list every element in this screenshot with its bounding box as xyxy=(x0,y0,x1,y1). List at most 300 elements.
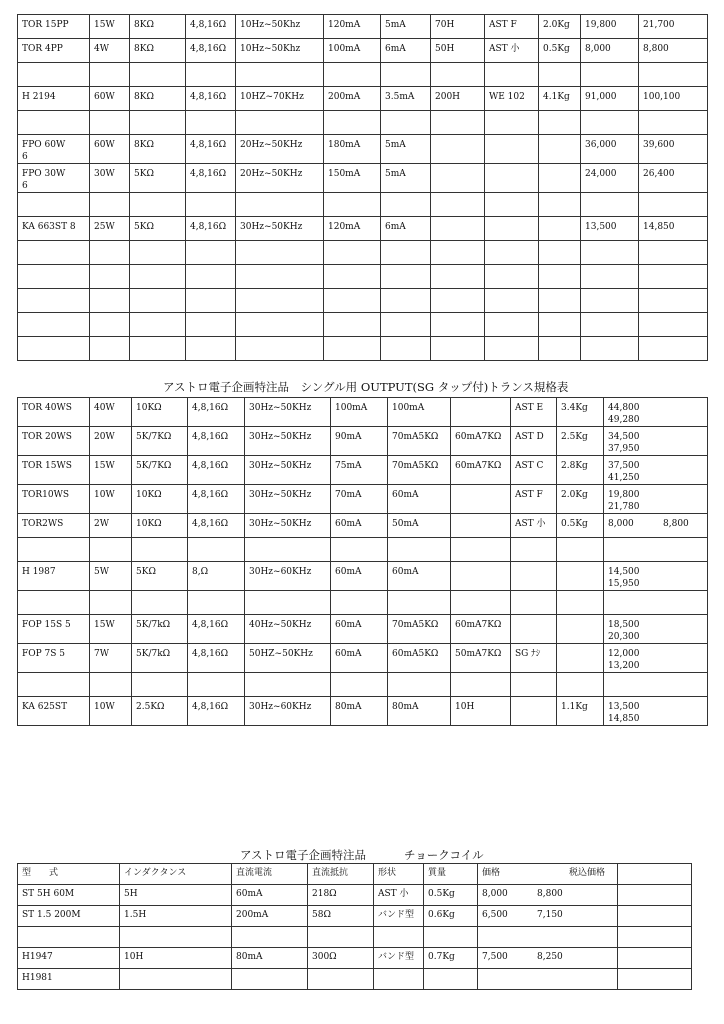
table-row xyxy=(18,697,708,726)
frequency-response-cell: 20Hz~50KHz xyxy=(236,135,324,164)
frequency-response-cell: 30Hz~60KHz xyxy=(245,562,331,591)
sg-tap-current-cell: 70mA5KΩ xyxy=(388,615,451,644)
table-row xyxy=(18,111,708,135)
weight-cell xyxy=(539,63,581,87)
model-cell: KA 663ST 8 xyxy=(18,217,90,241)
model-cell: ST 1.5 200M xyxy=(18,906,120,927)
weight-cell xyxy=(539,265,581,289)
frequency-response-cell: 30Hz~50KHz xyxy=(245,398,331,427)
secondary-impedance-cell xyxy=(186,63,236,87)
price-cell: 34,500 37,950 xyxy=(604,427,708,456)
weight-cell: 0.5Kg xyxy=(557,514,604,538)
primary-current-cell: 150mA xyxy=(324,164,381,193)
header-price xyxy=(478,864,618,885)
frequency-response-cell: 10Hz~50Khz xyxy=(236,15,324,39)
choke-coil-title-maker: アストロ電子企画特注品 xyxy=(240,848,367,862)
model-cell: H 1987 xyxy=(18,562,90,591)
table-row xyxy=(18,398,708,427)
secondary-impedance-cell: 4,8,16Ω xyxy=(188,456,245,485)
core-cell xyxy=(485,164,539,193)
tax-included-price-cell xyxy=(639,241,708,265)
single-output-transformer-table xyxy=(17,397,708,726)
price-cell xyxy=(604,591,708,615)
price-cell xyxy=(478,927,618,948)
table-row xyxy=(18,562,708,591)
primary-impedance-cell: 5KΩ xyxy=(132,562,188,591)
mass-cell: 0.6Kg xyxy=(424,906,478,927)
sg-tap-current-alt-cell xyxy=(451,562,511,591)
table-row xyxy=(18,63,708,87)
model-cell: TOR 40WS xyxy=(18,398,90,427)
sg-tap-current-alt-cell: 50mA7KΩ xyxy=(451,644,511,673)
power-cell: 15W xyxy=(90,615,132,644)
model-cell xyxy=(18,63,90,87)
frequency-response-cell xyxy=(236,63,324,87)
model-cell: ST 5H 60M xyxy=(18,885,120,906)
weight-cell xyxy=(539,193,581,217)
price-cell: 19,800 21,780 xyxy=(604,485,708,514)
secondary-current-cell xyxy=(381,265,431,289)
model-cell: TOR 15WS xyxy=(18,456,90,485)
core-cell: AST F xyxy=(511,485,557,514)
model-cell: FOP 7S 5 xyxy=(18,644,90,673)
choke-coil-title xyxy=(240,847,484,863)
dc-current-cell: 60mA xyxy=(232,885,308,906)
tax-included-price-cell xyxy=(639,313,708,337)
table-row xyxy=(18,217,708,241)
primary-current-cell xyxy=(324,111,381,135)
table-row xyxy=(18,906,692,927)
power-cell xyxy=(90,111,130,135)
table-row xyxy=(18,164,708,193)
inductance-cell: 70H xyxy=(431,15,485,39)
model-cell: TOR 4PP xyxy=(18,39,90,63)
secondary-impedance-cell xyxy=(186,111,236,135)
model-cell xyxy=(18,337,90,361)
table-row xyxy=(18,591,708,615)
shape-cell: バンド型 xyxy=(374,906,424,927)
primary-current-cell xyxy=(324,313,381,337)
weight-cell: 2.0Kg xyxy=(557,485,604,514)
primary-current-cell: 90mA xyxy=(331,427,388,456)
table-row xyxy=(18,538,708,562)
frequency-response-cell: 30Hz~50KHz xyxy=(245,427,331,456)
price-cell: 36,000 xyxy=(581,135,639,164)
power-cell xyxy=(90,337,130,361)
secondary-current-cell xyxy=(381,111,431,135)
primary-current-cell: 180mA xyxy=(324,135,381,164)
frequency-response-cell: 30Hz~50KHz xyxy=(245,485,331,514)
sg-tap-current-cell: 70mA5KΩ xyxy=(388,456,451,485)
power-cell: 60W xyxy=(90,135,130,164)
price-cell: 18,500 20,300 xyxy=(604,615,708,644)
secondary-current-cell: 5mA xyxy=(381,164,431,193)
table-row xyxy=(18,644,708,673)
blank-cell xyxy=(618,948,692,969)
primary-impedance-cell xyxy=(130,63,186,87)
price-cell: 19,800 xyxy=(581,15,639,39)
core-cell xyxy=(485,289,539,313)
table-row xyxy=(18,337,708,361)
primary-impedance-cell: 5KΩ xyxy=(130,217,186,241)
core-cell xyxy=(511,562,557,591)
model-cell: TOR10WS xyxy=(18,485,90,514)
secondary-current-cell: 6mA xyxy=(381,39,431,63)
price-cell: 14,500 15,950 xyxy=(604,562,708,591)
model-cell xyxy=(18,193,90,217)
table-row xyxy=(18,87,708,111)
inductance-cell xyxy=(431,313,485,337)
table-row xyxy=(18,485,708,514)
blank-cell xyxy=(618,927,692,948)
secondary-impedance-cell: 4,8,16Ω xyxy=(186,135,236,164)
shape-cell: AST 小 xyxy=(374,885,424,906)
table-row xyxy=(18,456,708,485)
weight-cell xyxy=(557,673,604,697)
tax-included-price-value: 8,250 xyxy=(537,952,563,962)
secondary-impedance-cell: 4,8,16Ω xyxy=(188,615,245,644)
secondary-impedance-cell xyxy=(186,289,236,313)
power-cell: 60W xyxy=(90,87,130,111)
frequency-response-cell: 30Hz~50KHz xyxy=(245,456,331,485)
model-cell: H1947 xyxy=(18,948,120,969)
primary-impedance-cell: 10KΩ xyxy=(132,514,188,538)
frequency-response-cell: 30Hz~50KHz xyxy=(236,217,324,241)
core-cell xyxy=(485,241,539,265)
sg-tap-current-cell: 80mA xyxy=(388,697,451,726)
frequency-response-cell xyxy=(236,241,324,265)
sg-tap-current-alt-cell: 60mA7KΩ xyxy=(451,615,511,644)
model-cell xyxy=(18,313,90,337)
primary-current-cell: 70mA xyxy=(331,485,388,514)
power-cell xyxy=(90,313,130,337)
table-row xyxy=(18,265,708,289)
table-row xyxy=(18,969,692,990)
primary-current-cell: 80mA xyxy=(331,697,388,726)
table-row xyxy=(18,241,708,265)
primary-impedance-cell xyxy=(132,538,188,562)
primary-impedance-cell xyxy=(132,591,188,615)
primary-impedance-cell xyxy=(130,265,186,289)
core-cell: AST C xyxy=(511,456,557,485)
frequency-response-cell: 20Hz~50KHz xyxy=(236,164,324,193)
blank-cell xyxy=(618,885,692,906)
primary-current-cell xyxy=(324,289,381,313)
sg-tap-current-alt-cell xyxy=(451,398,511,427)
tax-included-price-value: 8,800 xyxy=(537,889,563,899)
power-cell: 4W xyxy=(90,39,130,63)
dc-resistance-cell xyxy=(308,927,374,948)
secondary-impedance-cell xyxy=(186,241,236,265)
price-cell xyxy=(581,265,639,289)
weight-cell xyxy=(539,313,581,337)
weight-cell xyxy=(539,289,581,313)
secondary-current-cell xyxy=(381,289,431,313)
secondary-current-cell xyxy=(381,241,431,265)
price-cell: 37,500 41,250 xyxy=(604,456,708,485)
inductance-cell xyxy=(431,193,485,217)
weight-cell xyxy=(557,538,604,562)
frequency-response-cell xyxy=(245,673,331,697)
frequency-response-cell xyxy=(236,193,324,217)
core-cell xyxy=(511,673,557,697)
core-cell xyxy=(511,538,557,562)
sg-tap-current-cell: 70mA5KΩ xyxy=(388,427,451,456)
inductance-cell xyxy=(431,289,485,313)
secondary-impedance-cell: 4,8,16Ω xyxy=(186,39,236,63)
choke-header-row xyxy=(18,864,692,885)
header-price-label: 価格 xyxy=(482,868,501,878)
primary-impedance-cell xyxy=(130,241,186,265)
power-cell: 7W xyxy=(90,644,132,673)
inductance-cell xyxy=(120,969,232,990)
primary-impedance-cell xyxy=(130,337,186,361)
weight-cell: 2.8Kg xyxy=(557,456,604,485)
model-cell xyxy=(18,591,90,615)
tax-included-price-cell xyxy=(639,63,708,87)
sg-tap-current-alt-cell xyxy=(451,673,511,697)
weight-cell xyxy=(539,164,581,193)
model-cell: H1981 xyxy=(18,969,120,990)
inductance-cell xyxy=(431,265,485,289)
primary-current-cell: 100mA xyxy=(324,39,381,63)
power-cell: 25W xyxy=(90,217,130,241)
primary-current-cell: 60mA xyxy=(331,615,388,644)
price-value: 8,000 xyxy=(482,889,508,899)
tax-included-price-cell xyxy=(639,111,708,135)
primary-current-cell: 60mA xyxy=(331,644,388,673)
dc-current-cell xyxy=(232,969,308,990)
sg-tap-current-cell: 60mA xyxy=(388,562,451,591)
primary-current-cell xyxy=(331,591,388,615)
mass-cell xyxy=(424,969,478,990)
frequency-response-cell: 10Hz~50Khz xyxy=(236,39,324,63)
model-cell: FPO 30W 6 xyxy=(18,164,90,193)
blank-cell xyxy=(618,969,692,990)
core-cell: AST F xyxy=(485,15,539,39)
model-cell: TOR 20WS xyxy=(18,427,90,456)
frequency-response-cell xyxy=(236,265,324,289)
weight-cell: 1.1Kg xyxy=(557,697,604,726)
table-row xyxy=(18,615,708,644)
power-cell xyxy=(90,241,130,265)
sg-tap-current-alt-cell xyxy=(451,538,511,562)
sg-tap-current-cell: 60mA xyxy=(388,485,451,514)
model-cell: TOR 15PP xyxy=(18,15,90,39)
inductance-cell xyxy=(431,337,485,361)
choke-coil-title-product: チョークコイル xyxy=(404,848,484,862)
price-cell xyxy=(604,673,708,697)
table-row xyxy=(18,289,708,313)
inductance-cell xyxy=(120,927,232,948)
frequency-response-cell xyxy=(236,337,324,361)
tax-included-price-cell: 8,800 xyxy=(639,39,708,63)
inductance-cell: 10H xyxy=(120,948,232,969)
core-cell: AST E xyxy=(511,398,557,427)
tax-included-price-cell: 26,400 xyxy=(639,164,708,193)
single-output-transformer-title: アストロ電子企画特注品 シングル用 OUTPUT(SG タップ付)トランス規格表 xyxy=(163,380,569,394)
primary-impedance-cell: 5K/7KΩ xyxy=(132,427,188,456)
dc-current-cell: 80mA xyxy=(232,948,308,969)
inductance-cell: 200H xyxy=(431,87,485,111)
price-cell xyxy=(478,969,618,990)
header-dc-current: 直流電流 xyxy=(232,864,308,885)
secondary-current-cell xyxy=(381,63,431,87)
model-cell xyxy=(18,111,90,135)
table-row xyxy=(18,135,708,164)
power-cell: 40W xyxy=(90,398,132,427)
secondary-current-cell: 5mA xyxy=(381,135,431,164)
primary-current-cell xyxy=(324,265,381,289)
primary-current-cell: 60mA xyxy=(331,514,388,538)
secondary-impedance-cell: 4,8,16Ω xyxy=(188,398,245,427)
price-cell xyxy=(604,514,708,538)
secondary-current-cell: 5mA xyxy=(381,15,431,39)
core-cell: WE 102 xyxy=(485,87,539,111)
price-cell xyxy=(581,241,639,265)
primary-impedance-cell: 5K/7KΩ xyxy=(132,456,188,485)
power-cell xyxy=(90,265,130,289)
frequency-response-cell xyxy=(245,591,331,615)
secondary-impedance-cell: 4,8,16Ω xyxy=(188,514,245,538)
weight-cell: 3.4Kg xyxy=(557,398,604,427)
tax-included-price-cell: 14,850 xyxy=(639,217,708,241)
inductance-cell xyxy=(431,135,485,164)
price-cell xyxy=(478,906,618,927)
primary-impedance-cell: 8KΩ xyxy=(130,39,186,63)
sg-tap-current-cell xyxy=(388,673,451,697)
weight-cell xyxy=(557,615,604,644)
secondary-impedance-cell: 4,8,16Ω xyxy=(188,697,245,726)
primary-impedance-cell: 5KΩ xyxy=(130,164,186,193)
price-cell xyxy=(581,313,639,337)
price-value: 6,500 xyxy=(482,910,508,920)
power-cell xyxy=(90,289,130,313)
inductance-cell xyxy=(431,164,485,193)
model-cell xyxy=(18,289,90,313)
price-value: 8,000 xyxy=(608,519,634,529)
secondary-current-cell xyxy=(381,193,431,217)
power-cell: 20W xyxy=(90,427,132,456)
power-cell xyxy=(90,63,130,87)
price-cell: 13,500 14,850 xyxy=(604,697,708,726)
shape-cell xyxy=(374,969,424,990)
tax-included-price-cell: 39,600 xyxy=(639,135,708,164)
dc-current-cell xyxy=(232,927,308,948)
primary-impedance-cell: 10KΩ xyxy=(132,398,188,427)
core-cell xyxy=(511,615,557,644)
power-cell: 30W xyxy=(90,164,130,193)
tax-included-price-cell: 100,100 xyxy=(639,87,708,111)
core-cell xyxy=(485,337,539,361)
sg-tap-current-cell: 60mA5KΩ xyxy=(388,644,451,673)
core-cell: AST 小 xyxy=(485,39,539,63)
model-cell xyxy=(18,673,90,697)
primary-impedance-cell: 5K/7kΩ xyxy=(132,615,188,644)
price-cell: 91,000 xyxy=(581,87,639,111)
frequency-response-cell xyxy=(236,111,324,135)
sg-tap-current-alt-cell xyxy=(451,485,511,514)
tax-included-price-cell: 21,700 xyxy=(639,15,708,39)
power-cell xyxy=(90,538,132,562)
sg-tap-current-cell xyxy=(388,538,451,562)
secondary-impedance-cell: 4,8,16Ω xyxy=(186,15,236,39)
primary-current-cell xyxy=(324,193,381,217)
table-row xyxy=(18,948,692,969)
primary-impedance-cell xyxy=(130,193,186,217)
header-mass: 質量 xyxy=(424,864,478,885)
weight-cell xyxy=(539,135,581,164)
core-cell: SG ﾅｼ xyxy=(511,644,557,673)
core-cell xyxy=(485,63,539,87)
shape-cell: バンド型 xyxy=(374,948,424,969)
price-cell xyxy=(581,63,639,87)
dc-resistance-cell: 300Ω xyxy=(308,948,374,969)
header-blank xyxy=(618,864,692,885)
dc-current-cell: 200mA xyxy=(232,906,308,927)
core-cell xyxy=(511,697,557,726)
primary-impedance-cell xyxy=(130,289,186,313)
header-tax-price-label: 税込価格 xyxy=(569,868,606,878)
model-cell xyxy=(18,265,90,289)
sg-tap-current-cell: 50mA xyxy=(388,514,451,538)
price-cell xyxy=(581,337,639,361)
price-cell: 12,000 13,200 xyxy=(604,644,708,673)
inductance-cell: 5H xyxy=(120,885,232,906)
weight-cell: 0.5Kg xyxy=(539,39,581,63)
core-cell xyxy=(485,111,539,135)
dc-resistance-cell xyxy=(308,969,374,990)
weight-cell: 2.5Kg xyxy=(557,427,604,456)
table-row xyxy=(18,673,708,697)
primary-current-cell: 60mA xyxy=(331,562,388,591)
price-cell: 44,800 49,280 xyxy=(604,398,708,427)
secondary-impedance-cell xyxy=(186,265,236,289)
primary-impedance-cell xyxy=(130,111,186,135)
weight-cell xyxy=(557,562,604,591)
secondary-current-cell: 3.5mA xyxy=(381,87,431,111)
primary-current-cell: 120mA xyxy=(324,15,381,39)
model-cell: FOP 15S 5 xyxy=(18,615,90,644)
tax-included-price-cell xyxy=(639,265,708,289)
sg-tap-current-alt-cell: 60mA7KΩ xyxy=(451,427,511,456)
frequency-response-cell: 50HZ~50KHz xyxy=(245,644,331,673)
primary-current-cell xyxy=(331,673,388,697)
dc-resistance-cell: 218Ω xyxy=(308,885,374,906)
primary-current-cell xyxy=(324,337,381,361)
price-cell xyxy=(478,948,618,969)
price-cell xyxy=(478,885,618,906)
secondary-impedance-cell: 4,8,16Ω xyxy=(186,217,236,241)
core-cell xyxy=(485,193,539,217)
inductance-cell xyxy=(431,241,485,265)
primary-current-cell xyxy=(324,241,381,265)
weight-cell xyxy=(557,591,604,615)
secondary-current-cell xyxy=(381,337,431,361)
secondary-impedance-cell xyxy=(188,591,245,615)
inductance-cell: 1.5H xyxy=(120,906,232,927)
sg-tap-current-alt-cell: 10H xyxy=(451,697,511,726)
sg-tap-current-alt-cell xyxy=(451,591,511,615)
sg-tap-current-alt-cell: 60mA7KΩ xyxy=(451,456,511,485)
frequency-response-cell xyxy=(245,538,331,562)
primary-impedance-cell: 8KΩ xyxy=(130,15,186,39)
power-cell: 15W xyxy=(90,15,130,39)
price-value: 7,500 xyxy=(482,952,508,962)
frequency-response-cell: 10HZ~70KHz xyxy=(236,87,324,111)
primary-impedance-cell xyxy=(132,673,188,697)
tax-included-price-value: 8,800 xyxy=(663,519,689,529)
